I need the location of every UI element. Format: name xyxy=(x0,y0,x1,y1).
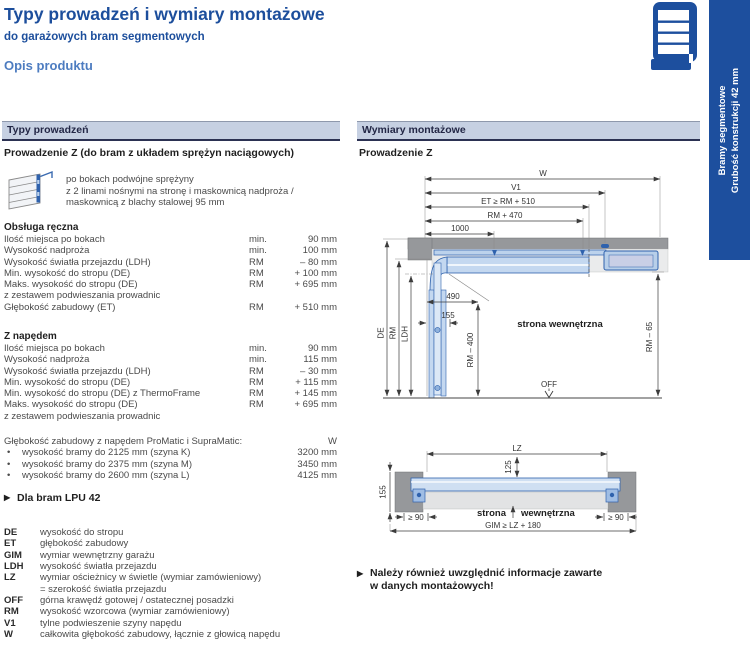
table-row xyxy=(4,268,337,279)
off-floor-marker-icon xyxy=(545,391,553,398)
legend-key: DE xyxy=(4,527,18,538)
row-label: Min. wysokość do stropu (DE) xyxy=(4,267,131,279)
row-label: Wysokość nadproża xyxy=(4,354,90,366)
legend-item xyxy=(4,550,354,561)
row-label: Min. wysokość do stropu (DE) xyxy=(4,376,131,388)
dim-label-w: W xyxy=(539,169,547,178)
row-value: + 695 mm xyxy=(294,399,337,411)
dim-label-1000: 1000 xyxy=(451,224,469,233)
legend-item xyxy=(4,561,354,572)
powered-operation-title: Z napędem xyxy=(4,331,57,342)
legend-item xyxy=(4,618,354,629)
table-row xyxy=(4,388,337,399)
table-row xyxy=(4,436,337,447)
row-key: min. xyxy=(249,234,267,245)
bullet-icon: • xyxy=(7,469,11,481)
row-key: min. xyxy=(249,354,267,366)
row-value: + 115 mm xyxy=(295,376,337,388)
row-label: z zestawem podwieszania prowadnic xyxy=(4,410,161,422)
door-corner-sketch-icon xyxy=(5,168,57,210)
row-value: + 100 mm xyxy=(294,267,337,279)
row-value: – 80 mm xyxy=(300,256,337,268)
row-label: z zestawem podwieszania prowadnic xyxy=(4,290,161,302)
roller xyxy=(435,327,440,332)
abbreviation-legend xyxy=(4,527,354,640)
operator-head-inner xyxy=(609,255,653,267)
legend-item xyxy=(4,572,354,583)
vertical-track xyxy=(429,290,434,398)
operator-rail xyxy=(434,250,606,255)
legend-key: GIM xyxy=(4,549,22,561)
legend-desc: tylne podwieszenie szyny napędu xyxy=(40,617,182,629)
legend-desc: wysokość wzorcowa (wymiar zamówieniowy) xyxy=(40,606,230,618)
side-tab xyxy=(709,0,750,260)
row-key: RM xyxy=(249,256,264,268)
dim-label-v1: V1 xyxy=(511,183,521,192)
dim-label-gim: GIM ≥ LZ + 180 xyxy=(485,521,541,530)
table-row xyxy=(4,245,337,256)
lpu42-note-text: Dla bram LPU 42 xyxy=(17,492,101,504)
row-label: wysokość bramy do 2125 mm (szyna K) xyxy=(22,447,191,459)
table-row xyxy=(4,257,337,268)
legend-desc: górna krawędź gotowej / ostatecznej posadzki xyxy=(40,595,234,607)
bullet-icon: • xyxy=(7,458,11,470)
row-key: min. xyxy=(249,343,267,354)
mounting-data-note-text xyxy=(370,567,602,593)
inside-label-left: strona xyxy=(476,508,506,519)
track-z-heading: Prowadzenie Z (do bram z układem sprężyn naciągowych) xyxy=(4,147,294,159)
row-key: RM xyxy=(249,376,264,388)
row-value: + 510 mm xyxy=(294,301,337,313)
row-label: Maks. wysokość do stropu (DE) xyxy=(4,279,138,291)
dim-label-ge90-right: ≥ 90 xyxy=(608,513,624,522)
legend-desc: wysokość do stropu xyxy=(40,527,124,538)
row-value: 100 mm xyxy=(302,245,337,257)
row-label: Wysokość światła przejazdu (LDH) xyxy=(4,365,151,377)
description-line: maskownicą z blachy stalowej 95 mm xyxy=(66,197,225,208)
dim-label-ldh: LDH xyxy=(400,325,410,343)
table-row xyxy=(4,343,337,354)
manual-operation-table xyxy=(4,234,337,313)
legend-item xyxy=(4,538,354,549)
legend-key: W xyxy=(4,629,13,641)
row-label: Wysokość nadproża xyxy=(4,245,90,257)
dim-label-rm470: RM + 470 xyxy=(487,211,523,220)
track-z-heading-right: Prowadzenie Z xyxy=(359,147,433,159)
row-key: RM xyxy=(249,279,264,291)
depth-title-value: W xyxy=(328,436,337,447)
dim-label-rm400: RM – 400 xyxy=(466,332,475,368)
track-z-description xyxy=(5,168,294,210)
dim-label-rm: RM xyxy=(388,326,398,340)
ceiling-anchor xyxy=(601,244,609,248)
description-line: po bokach podwójne sprężyny xyxy=(66,174,194,185)
triangle-right-icon: ▶ xyxy=(357,569,364,578)
track-z-technical-drawing xyxy=(370,160,705,545)
triangle-right-icon: ▶ xyxy=(4,493,11,502)
dim-label-ge90-left: ≥ 90 xyxy=(408,513,424,522)
row-label: wysokość bramy do 2375 mm (szyna M) xyxy=(22,458,192,470)
table-row xyxy=(4,234,337,245)
row-value: 90 mm xyxy=(307,343,337,354)
door-panel xyxy=(411,478,620,491)
dim-label-rm65: RM – 65 xyxy=(645,321,654,353)
table-row xyxy=(4,279,337,290)
dim-label-155: 155 xyxy=(441,311,455,320)
legend-key: LDH xyxy=(4,561,24,573)
row-label: Wysokość światła przejazdu (LDH) xyxy=(4,256,151,268)
row-value: 3450 mm xyxy=(297,458,337,470)
page-title: Typy prowadzeń i wymiary montażowe xyxy=(4,4,325,24)
legend-key: ET xyxy=(4,538,17,550)
section-heading: Opis produktu xyxy=(4,58,93,73)
legend-item xyxy=(4,527,354,538)
legend-key: RM xyxy=(4,606,19,618)
legend-item xyxy=(4,629,354,640)
row-key: min. xyxy=(249,245,267,257)
dim-label-155-bottom: 155 xyxy=(378,485,388,499)
dim-label-lz: LZ xyxy=(512,444,522,453)
manual-operation-title: Obsługa ręczna xyxy=(4,222,79,233)
legend-desc: wymiar ościeżnicy w świetle (wymiar zamówieniowy) xyxy=(40,572,262,584)
row-key: RM xyxy=(249,399,264,411)
inside-label: strona wewnętrzna xyxy=(517,319,603,330)
row-value: + 145 mm xyxy=(294,388,337,400)
row-label: Min. wysokość do stropu (DE) z ThermoFrame xyxy=(4,388,201,400)
side-tab-text xyxy=(717,67,742,192)
legend-item xyxy=(4,606,354,617)
table-row xyxy=(4,470,337,481)
roller xyxy=(610,493,614,497)
roller xyxy=(417,493,421,497)
legend-desc: głębokość zabudowy xyxy=(40,538,129,550)
dim-label-125: 125 xyxy=(504,460,513,474)
ceiling xyxy=(408,238,668,249)
row-value: 4125 mm xyxy=(297,469,337,481)
plan-section-diagram xyxy=(379,444,638,531)
dim-label-de: DE xyxy=(376,327,386,339)
table-row-continuation xyxy=(4,290,337,301)
powered-operation-table xyxy=(4,343,337,422)
legend-desc: wysokość światła przejazdu xyxy=(40,561,157,573)
side-tab-line2: Grubość konstrukcji 42 mm xyxy=(729,67,741,193)
table-row xyxy=(4,377,337,388)
row-label: Ilość miejsca po bokach xyxy=(4,343,105,354)
legend-desc-continuation: = szerokość światła przejazdu xyxy=(40,583,167,595)
mounting-data-note xyxy=(357,567,602,593)
vertical-track xyxy=(441,290,446,396)
row-value: 3200 mm xyxy=(297,447,337,459)
sectional-door-icon xyxy=(651,2,701,77)
page-subtitle: do garażowych bram segmentowych xyxy=(4,31,205,43)
roller xyxy=(435,385,440,390)
row-label: Głębokość zabudowy (ET) xyxy=(4,301,116,313)
note-line: w danych montażowych! xyxy=(370,580,494,592)
table-row xyxy=(4,447,337,458)
section-bar-track-types: Typy prowadzeń xyxy=(2,121,340,141)
row-label: Ilość miejsca po bokach xyxy=(4,234,105,245)
table-row xyxy=(4,399,337,410)
depth-title: Głębokość zabudowy z napędem ProMatic i SupraMatic: xyxy=(4,436,243,447)
legend-key: OFF xyxy=(4,595,23,607)
table-row xyxy=(4,366,337,377)
legend-desc: całkowita głębokość zabudowy, łącznie z głowicą napędu xyxy=(40,629,281,641)
description-line: z 2 linami nośnymi na stronę i maskownicą nadproża / xyxy=(66,185,294,197)
legend-item xyxy=(4,595,354,606)
row-key: RM xyxy=(249,388,264,400)
row-label: wysokość bramy do 2600 mm (szyna L) xyxy=(22,469,190,481)
row-value: – 30 mm xyxy=(300,365,337,377)
dim-label-et: ET ≥ RM + 510 xyxy=(481,197,535,206)
table-row-continuation xyxy=(4,411,337,422)
table-row xyxy=(4,459,337,470)
row-value: + 695 mm xyxy=(294,279,337,291)
lintel xyxy=(408,238,432,260)
side-section-diagram xyxy=(377,169,669,398)
dim-label-490: 490 xyxy=(446,292,460,301)
row-value: 90 mm xyxy=(307,234,337,245)
row-key: RM xyxy=(249,301,264,313)
dim-label-off: OFF xyxy=(541,380,557,389)
table-row xyxy=(4,354,337,365)
row-key: RM xyxy=(249,365,264,377)
table-row xyxy=(4,302,337,313)
lpu42-note xyxy=(4,492,100,504)
row-value: 115 mm xyxy=(303,354,337,366)
note-line: Należy również uwzględnić informacje zawarte xyxy=(370,567,603,579)
section-bar-mounting-dims: Wymiary montażowe xyxy=(357,121,700,141)
legend-key: V1 xyxy=(4,617,16,629)
row-label: Maks. wysokość do stropu (DE) xyxy=(4,399,138,411)
installation-depth-table xyxy=(4,436,337,481)
side-tab-line1: Bramy segmentowe xyxy=(717,85,728,175)
reveal-band xyxy=(423,492,608,509)
row-key: RM xyxy=(249,267,264,279)
legend-key: LZ xyxy=(4,572,16,584)
legend-desc: wymiar wewnętrzny garażu xyxy=(40,549,155,561)
bullet-icon: • xyxy=(7,447,11,459)
inside-label-right: wewnętrzna xyxy=(521,508,575,519)
track-z-description-text xyxy=(66,168,294,210)
